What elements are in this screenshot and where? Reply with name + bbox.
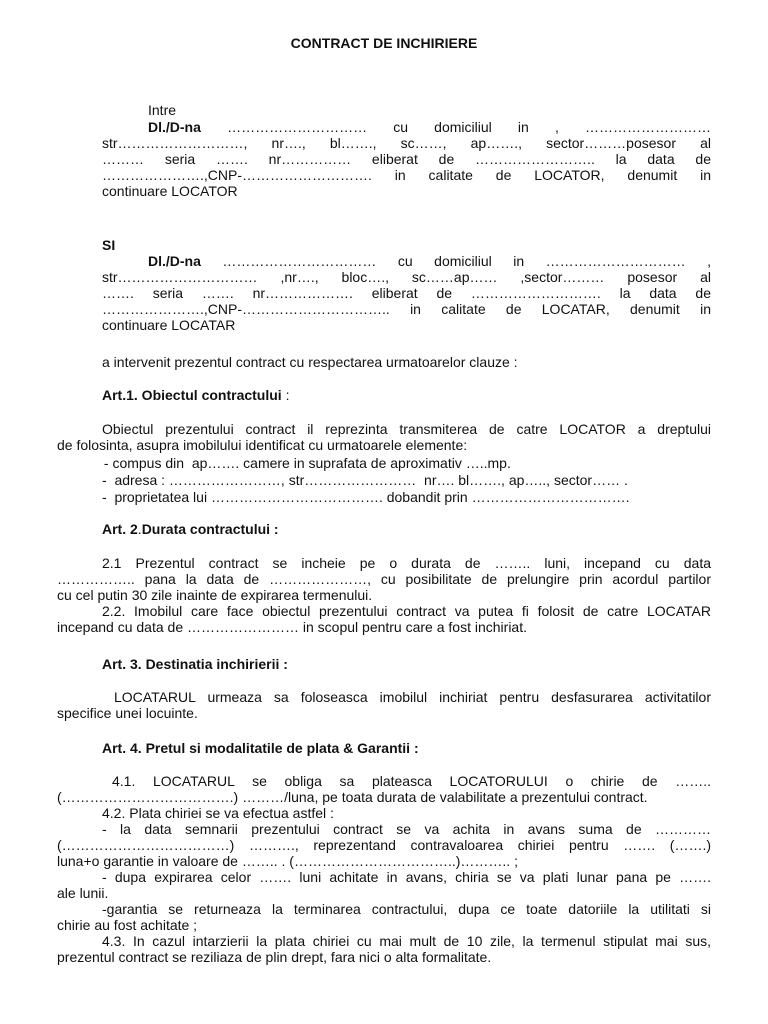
art2-heading [102, 521, 279, 537]
art4-body [57, 773, 711, 965]
art2-body [57, 555, 711, 635]
intervention-statement: a intervenit prezentul contract cu respectarea urmatoarelor clauze : [102, 354, 518, 370]
art1-bullet-1: - compus din ap……. camere in suprafata de aproximativ …..mp. [100, 455, 511, 471]
art2-1-line-2: …………….. pana la data de …………………, cu posibilitate de prelungire prin acordul partilor [57, 571, 711, 587]
art4-2b-line-2: ale lunii. [57, 885, 109, 901]
art1-bullet-3: - proprietatea lui ………………………………. dobandit prin ……………………………. [102, 489, 630, 505]
art3-heading: Art. 3. Destinatia inchirierii : [102, 656, 288, 672]
art4-1-line-2: (……………………………….) ………/luna, pe toata durata de valabilitate a prezentului contract. [57, 789, 648, 805]
locator-line-1 [102, 119, 711, 135]
locatar-party [102, 253, 711, 333]
art1-heading [102, 387, 289, 403]
locatar-line-1 [102, 253, 711, 269]
art1-body [57, 421, 711, 453]
art1-heading-text: Art.1. Obiectul contractului [102, 387, 282, 403]
art4-2c-line-1: -garantia se returneaza la terminarea contractului, dupa ce toate datoriile la utilitati si [102, 901, 711, 917]
art4-2a-line-3: luna+o garantie in valoare de …….. . (……………………………..)……….. ; [57, 853, 518, 869]
art3-line-2: specifice unei locuinte. [57, 705, 198, 721]
art4-heading: Art. 4. Pretul si modalitatile de plata & Garantii : [102, 740, 419, 756]
locatar-line-3: ……. seria ……. nr………………. eliberat de ………………………. la data de [102, 285, 711, 301]
art4-3-line-1: 4.3. In cazul intarzierii la plata chiriei cu mai mult de 10 zile, la termenul stipulat mai sus, [102, 933, 711, 949]
si-conjunction: SI [102, 237, 116, 253]
art3-body [57, 689, 711, 721]
locatar-name-domicile: …………………………… cu domiciliul in ………………………… , [222, 253, 712, 269]
art2-1-line-3: cu cel putin 30 zile inainte de expirarea termenului. [57, 587, 373, 603]
art2-heading-dot: . [137, 521, 142, 537]
art1-line-2: de folosinta, asupra imobilului identificat cu urmatoarele elemente: [57, 437, 468, 453]
art2-2-line-1: 2.2. Imobilul care face obiectul prezentului contract va putea fi folosit de catre LOCATAR [102, 603, 711, 619]
art4-1-line-1: 4.1. LOCATARUL se obliga sa plateasca LOCATORULUI o chirie de …….. [112, 773, 711, 789]
art4-2c-line-2: chirie au fost achitate ; [57, 917, 198, 933]
page-title: CONTRACT DE INCHIRIERE [290, 35, 478, 51]
art4-2a-line-1: - la data semnarii prezentului contract se va achita in avans suma de ………… [102, 821, 711, 837]
art4-2-intro: 4.2. Plata chiriei se va efectua astfel : [102, 805, 334, 821]
art1-bullet-2: - adresa : ……………………, str…………………… nr…. bl……., ap….., sector…… . [102, 472, 628, 488]
art4-2b-line-1: - dupa expirarea celor ……. luni achitate in avans, chiria se va plati lunar pana pe ……. [102, 869, 711, 885]
locator-line-3: ……… seria ……. nr…………… eliberat de …………………….. la data de [102, 151, 711, 167]
locatar-line-2: str………………………… ,nr…., bloc…., sc……ap…… ,sector……… posesor al [102, 269, 711, 285]
locator-party [102, 119, 711, 199]
art1-heading-suffix: : [281, 387, 290, 403]
locator-line-2: str………………………, nr…., bl……., sc……, ap……., sector………posesor al [102, 135, 711, 151]
art2-1-line-1: 2.1 Prezentul contract se incheie pe o durata de …….. luni, incepand cu data [102, 555, 711, 571]
art2-heading-text: Durata contractului : [141, 521, 279, 537]
locator-line-4: ………………….,CNP-………………………. in calitate de LOCATOR, denumit in [102, 167, 711, 183]
art4-2a-line-2: (………………………………) ………., reprezentand contravaloarea chiriei pentru ……. (…….) [57, 837, 711, 853]
intro-word: Intre [148, 102, 177, 118]
art1-line-1: Obiectul prezentului contract il reprezinta transmiterea de catre LOCATOR a dreptului [102, 421, 711, 437]
locator-title: Dl./D-na [148, 119, 201, 135]
locator-name-domicile: ………………………… cu domiciliul in , ……………………… [227, 119, 712, 135]
locatar-title: Dl./D-na [148, 253, 201, 269]
art4-3-line-2: prezentul contract se reziliaza de plin drept, fara nici o alta formalitate. [57, 949, 492, 965]
locatar-line-4: ………………….,CNP-………………………….. in calitate de LOCATAR, denumit in [102, 301, 711, 317]
locator-line-5: continuare LOCATOR [102, 183, 238, 199]
art2-heading-number: Art. 2 [102, 521, 138, 537]
locatar-line-5: continuare LOCATAR [102, 317, 236, 333]
art3-line-1: LOCATARUL urmeaza sa foloseasca imobilul inchiriat pentru desfasurarea activitatilor [114, 689, 711, 705]
art2-2-line-2: incepand cu data de …………………… in scopul pentru care a fost inchiriat. [57, 619, 527, 635]
